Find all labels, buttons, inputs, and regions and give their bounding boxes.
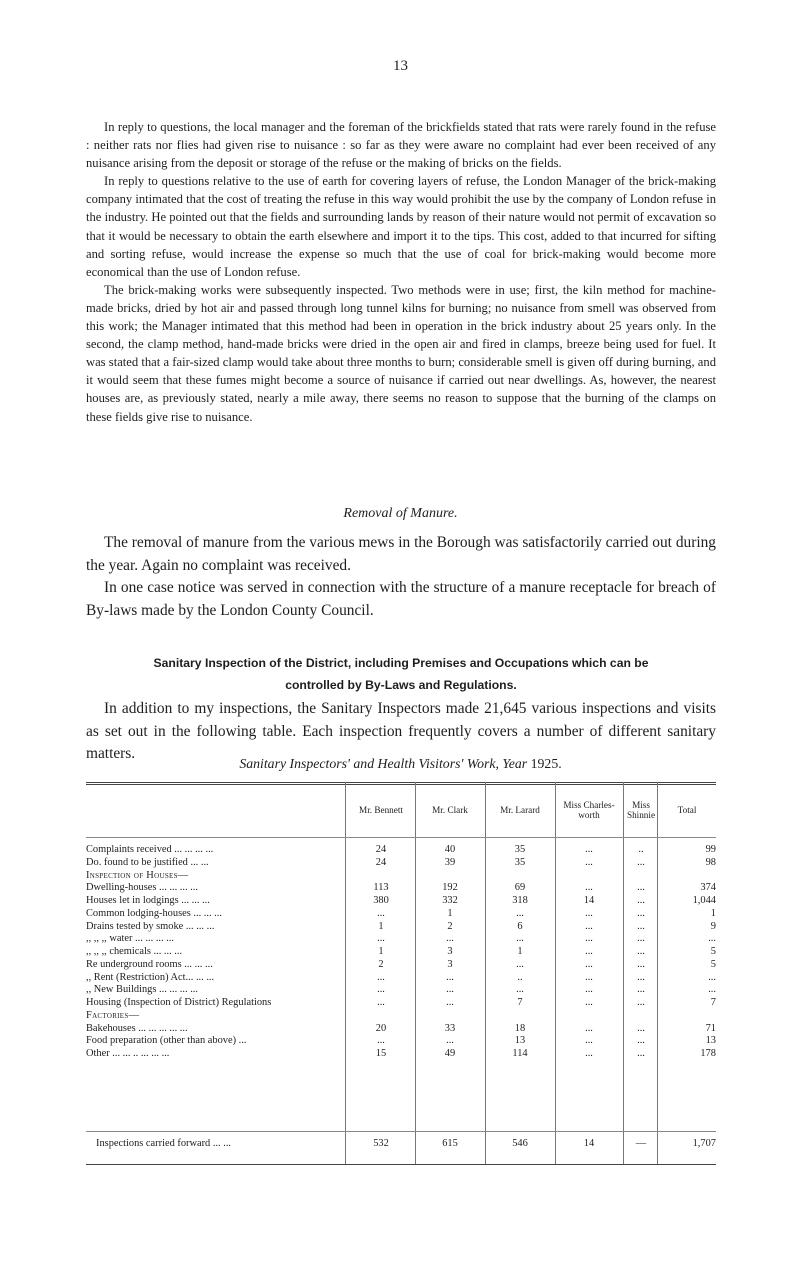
table-cell: 1: [517, 946, 523, 957]
table-row: [86, 870, 716, 883]
table-cell: ...: [446, 971, 454, 983]
table-cell: ...: [585, 856, 593, 868]
paragraph-earth-covering: In reply to questions relative to the use of earth for covering layers of refuse, the London Manager of the brick-making company intimated that the cost of treating the refuse in this way would prohibit the use by the company of London refuse in the industry. He pointed out that the fields and surrounding lands by reason of their nature would not permit of excavation so that it would be necessary to obtain the earth elsewhere and import it to the tips. This cost, added to that incurred for sifting and sorting refuse, would increase the expense so much that the use of coal for brick-making would become more economical than the use of London refuse.: [86, 174, 716, 279]
paragraph-brickfields-reply: In reply to questions, the local manager and the foreman of the brickfields stated that rats were rarely found in the refuse : neither rats nor flies had given rise to nuisance : so far as they were aware no complaint had ever been received of any nuisance arising from the deposit or storage of the refuse or the making of bricks on the fields.: [86, 120, 716, 171]
table-cell: ...: [637, 958, 645, 970]
table-row: [86, 959, 716, 972]
table-cell: ...: [585, 997, 593, 1008]
table-cell: ...: [446, 1035, 454, 1047]
table-cell: ...: [585, 1035, 593, 1047]
table-cell: 380: [373, 895, 389, 906]
table-total-row: [86, 1137, 716, 1151]
table-row: [86, 984, 716, 997]
section-label: Inspection of Houses—: [86, 869, 189, 881]
table-bottom-rule: [86, 1164, 716, 1165]
table-cell: 1: [447, 907, 453, 919]
total-cell: 14: [583, 1138, 595, 1149]
table-row: [86, 972, 716, 985]
total-cell: 615: [442, 1138, 458, 1149]
table-cell: 113: [373, 882, 389, 894]
table-cell: 39: [444, 856, 456, 868]
table-cell: 49: [444, 1048, 456, 1059]
row-label: Drains tested by smoke ... ... ...: [86, 920, 215, 932]
table-cell: ...: [585, 933, 593, 945]
table-cell: ...: [585, 958, 593, 970]
column-header-clark: Mr. Clark: [432, 804, 468, 815]
table-row: [86, 1048, 716, 1061]
row-label: Food preparation (other than above) ...: [86, 1035, 247, 1047]
table-cell: 33: [444, 1022, 456, 1034]
total-cell: 1,707: [692, 1138, 716, 1149]
table-cell: ...: [585, 907, 593, 919]
table-cell: 3: [447, 946, 453, 957]
table-cell: 98: [705, 856, 716, 868]
table-cell: ...: [446, 984, 454, 996]
table-row: [86, 921, 716, 934]
table-row: [86, 882, 716, 895]
table-cell: 2: [447, 920, 453, 932]
table-cell: ...: [377, 907, 385, 919]
table-row: [86, 857, 716, 870]
table-cell: ...: [446, 933, 454, 945]
table-cell: ...: [637, 971, 645, 983]
table-cell: 374: [700, 882, 716, 894]
row-label: Complaints received ... ... ... ...: [86, 844, 214, 855]
table-row: [86, 1023, 716, 1036]
table-cell: 192: [442, 882, 458, 894]
table-cell: ...: [516, 907, 524, 919]
total-top-rule: [86, 1131, 716, 1132]
table-cell: ...: [585, 844, 593, 855]
paragraph-brick-works: The brick-making works were subsequently inspected. Two methods were in use; first, the kiln method for machine-made bricks, dried by hot air and passed through long tunnel kilns for burning; no nuisance from smell was observed from this work; the Manager intimated that this method had been in operation in the brick industry about 25 years only. In the second, the clamp method, hand-made bricks were dried in the open air and fired in clamps, breeze being used for fuel. It was stated that a fair-sized clamp would take about three months to burn; considerable smell is given off during burning, and it would seem that these fumes might become a source of nuisance if carried out near dwellings. As, however, the nearest houses are, as previously stated, nearly a mile away, there seems no reason to suppose that the burning of the clamps on these fields give rise to nuisance.: [86, 282, 716, 424]
table-cell: 13: [514, 1035, 526, 1047]
table-title-year: 1925.: [530, 756, 562, 771]
table-cell: ...: [377, 971, 385, 983]
table-row: [86, 946, 716, 959]
table-cell: 6: [517, 920, 523, 932]
column-header-charlesworth: Miss Charles-worth: [563, 799, 615, 820]
table-cell: 15: [375, 1048, 387, 1059]
table-cell: 14: [583, 895, 595, 906]
paragraph-manure-notice: In one case notice was served in connection with the structure of a manure receptacle for breach of By-laws made by the London County Council.: [86, 579, 716, 619]
row-label: Dwelling-houses ... ... ... ...: [86, 882, 198, 894]
table-cell: 99: [705, 844, 716, 855]
total-cell: —: [635, 1138, 647, 1149]
body-text-small: [86, 118, 716, 426]
table-cell: 332: [442, 895, 458, 906]
table-cell: ...: [377, 933, 385, 945]
table-row: [86, 1035, 716, 1048]
table-cell: 9: [710, 920, 716, 932]
table-row: [86, 1010, 716, 1023]
row-label: Housing (Inspection of District) Regulations: [86, 997, 272, 1008]
column-header-total: Total: [677, 804, 697, 815]
removal-of-manure-heading: Removal of Manure.: [343, 506, 458, 521]
table-cell: ...: [585, 1048, 593, 1059]
table-cell: ...: [585, 882, 593, 894]
table-cell: ...: [377, 1035, 385, 1047]
table-cell: ...: [585, 946, 593, 957]
table-cell: ...: [637, 933, 645, 945]
table-cell: 318: [512, 895, 528, 906]
table-cell: 24: [375, 844, 387, 855]
table-cell: 1: [378, 946, 384, 957]
table-cell: ...: [637, 895, 645, 906]
table-top-rule-inner: [86, 784, 716, 785]
page-number: 13: [393, 58, 408, 74]
row-label: Common lodging-houses ... ... ...: [86, 907, 222, 919]
row-label: ,, Rent (Restriction) Act... ... ...: [86, 971, 215, 983]
table-cell: ...: [637, 1022, 645, 1034]
table-cell: ...: [637, 907, 645, 919]
table-cell: 13: [705, 1035, 716, 1047]
paragraph-sanitary-inspections: In addition to my inspections, the Sanitary Inspectors made 21,645 various inspections and visits as set out in the following table. Each inspection frequently covers a number of different sanitary matters.: [86, 700, 716, 762]
row-label: Houses let in lodgings ... ... ...: [86, 895, 210, 906]
table-row: [86, 908, 716, 921]
table-cell: ...: [637, 946, 645, 957]
table-cell: 69: [514, 882, 526, 894]
column-header-shinnie: Miss Shinnie: [626, 799, 656, 820]
total-cell: 532: [373, 1138, 389, 1149]
table-cell: 2: [378, 958, 384, 970]
table-cell: ...: [637, 856, 645, 868]
table-cell: ...: [446, 997, 454, 1008]
table-title: [0, 756, 801, 772]
row-label: ,, ,, ,, chemicals ... ... ...: [86, 946, 183, 957]
table-row: [86, 997, 716, 1010]
table-cell: 71: [705, 1022, 716, 1034]
table-cell: 35: [514, 844, 526, 855]
table-cell: ...: [708, 933, 716, 945]
table-title-text: Sanitary Inspectors' and Health Visitors' Work, Year: [239, 756, 528, 771]
section-label: Factories—: [86, 1009, 140, 1021]
sanitary-inspection-heading: [86, 652, 716, 696]
table-row: [86, 933, 716, 946]
column-header-larard: Mr. Larard: [500, 804, 540, 815]
table-cell: ...: [637, 997, 645, 1008]
header-bottom-rule: [86, 837, 716, 838]
table-cell: ...: [708, 984, 716, 996]
table-cell: ...: [637, 1048, 645, 1059]
table-cell: ...: [516, 933, 524, 945]
table-cell: 1: [710, 907, 716, 919]
row-label: Other ... ... .. ... ... ...: [86, 1048, 170, 1059]
table-cell: ...: [377, 997, 385, 1008]
sanitary-heading-line-2: controlled by By-Laws and Regulations.: [285, 678, 517, 692]
table-cell: ...: [585, 1022, 593, 1034]
table-cell: 20: [375, 1022, 387, 1034]
table-cell: 178: [700, 1048, 716, 1059]
table-cell: ..: [638, 844, 644, 855]
table-cell: 1,044: [692, 895, 716, 906]
table-cell: 5: [710, 958, 716, 970]
table-cell: ...: [637, 984, 645, 996]
row-label: Do. found to be justified ... ...: [86, 856, 209, 868]
table-cell: 24: [375, 856, 387, 868]
row-label: Re underground rooms ... ... ...: [86, 958, 213, 970]
table-cell: 35: [514, 856, 526, 868]
table-cell: ...: [637, 1035, 645, 1047]
row-label: ,, New Buildings ... ... ... ...: [86, 984, 198, 996]
table-cell: ..: [517, 971, 523, 983]
table-cell: ...: [637, 920, 645, 932]
table-cell: ...: [637, 882, 645, 894]
table-cell: ...: [377, 984, 385, 996]
sanitary-heading-line-1: Sanitary Inspection of the District, including Premises and Occupations which can be: [153, 656, 649, 670]
table-cell: 40: [444, 844, 456, 855]
table-cell: ...: [516, 984, 524, 996]
row-label: ,, ,, ,, water ... ... ... ...: [86, 933, 175, 945]
table-row: [86, 895, 716, 908]
table-cell: ...: [708, 971, 716, 983]
table-top-rule: [86, 782, 716, 783]
table-cell: 3: [447, 958, 453, 970]
total-cell: 546: [512, 1138, 528, 1149]
table-cell: ...: [585, 971, 593, 983]
column-header-bennett: Mr. Bennett: [359, 804, 403, 815]
total-row-label: Inspections carried forward ... ...: [96, 1138, 232, 1149]
table-cell: ...: [516, 958, 524, 970]
table-cell: ...: [585, 984, 593, 996]
table-cell: 1: [378, 920, 384, 932]
table-row: [86, 844, 716, 857]
table-cell: 5: [710, 946, 716, 957]
paragraph-manure-removal: The removal of manure from the various mews in the Borough was satisfactorily carried out during the year. Again no complaint was received.: [86, 534, 716, 574]
table-cell: 7: [710, 997, 716, 1008]
table-cell: ...: [585, 920, 593, 932]
table-cell: 114: [512, 1048, 528, 1059]
removal-section: [86, 532, 716, 622]
table-cell: 7: [517, 997, 523, 1008]
row-label: Bakehouses ... ... ... ... ...: [86, 1022, 188, 1034]
table-cell: 18: [514, 1022, 526, 1034]
